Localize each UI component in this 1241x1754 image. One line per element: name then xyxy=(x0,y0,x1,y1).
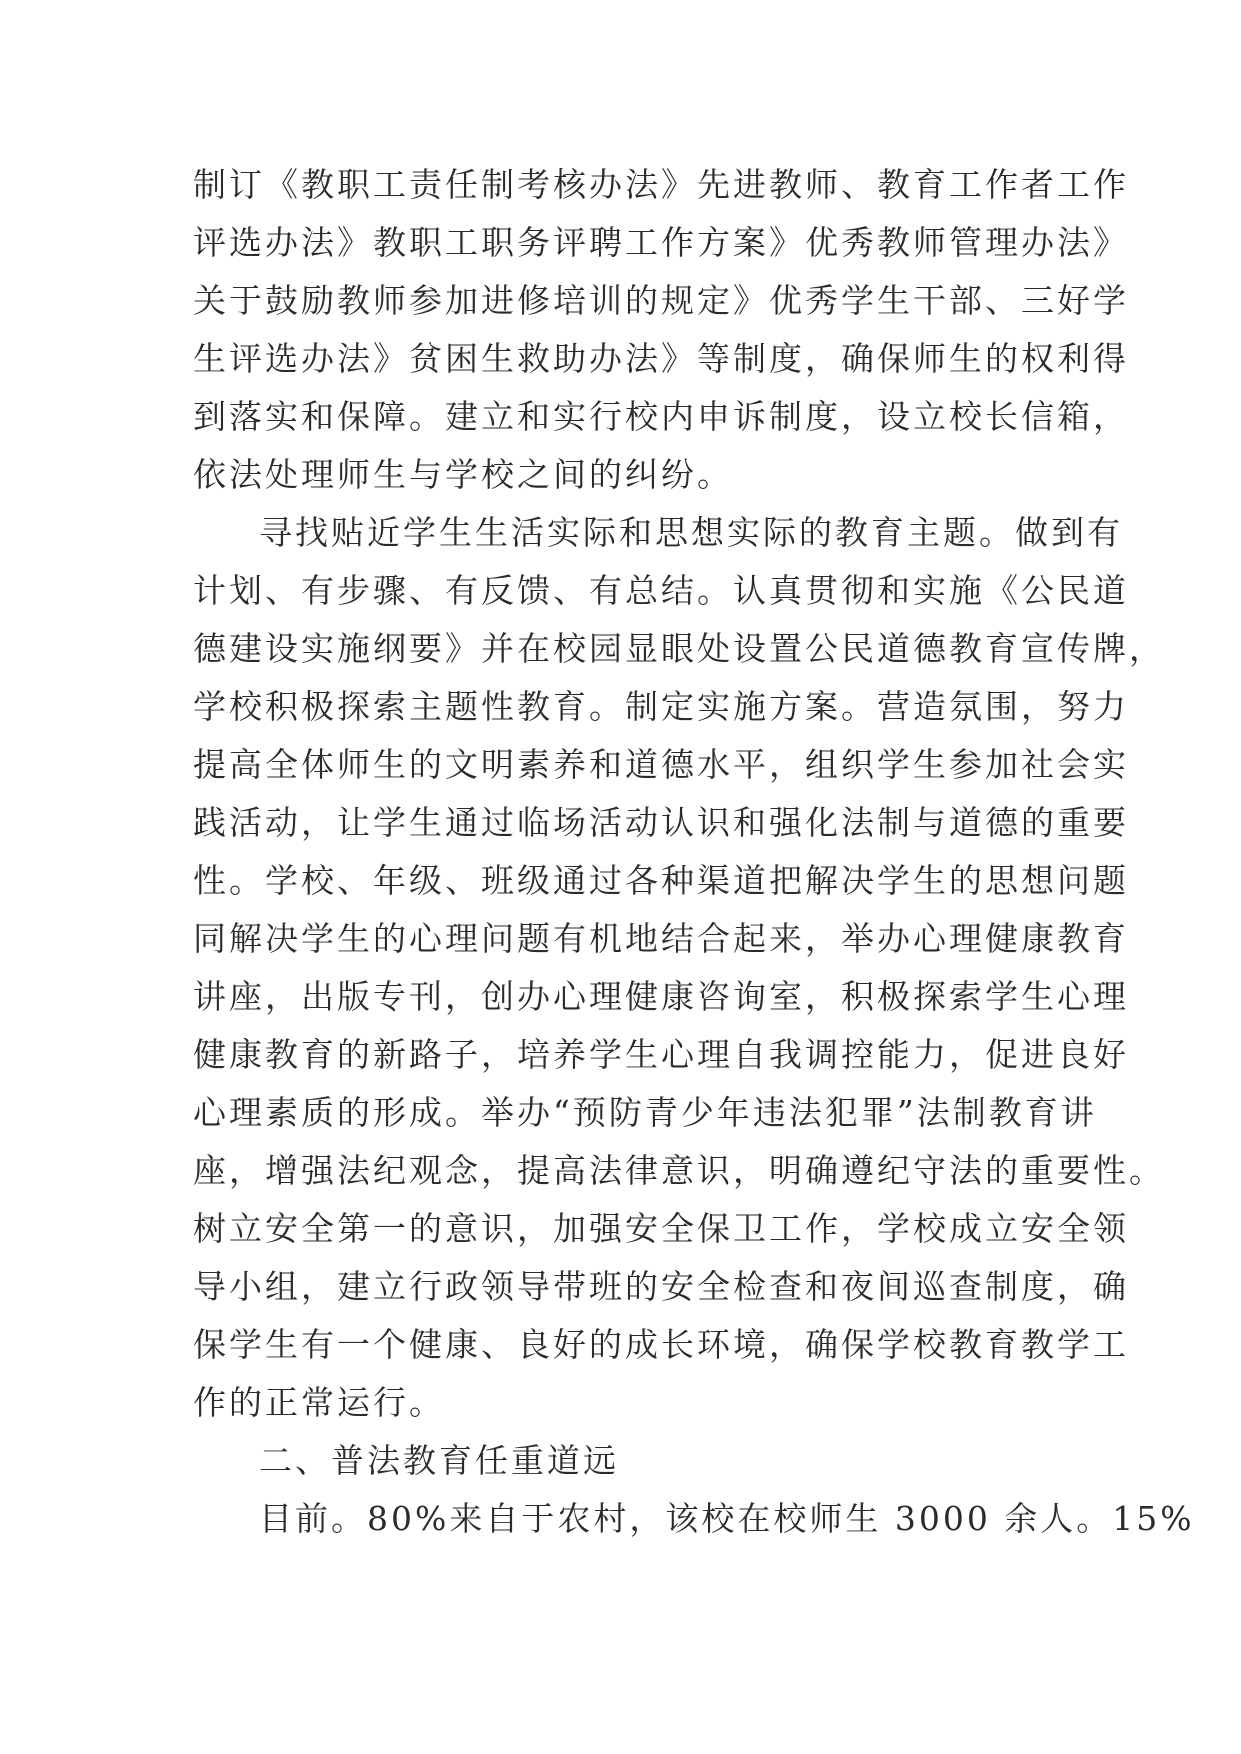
text-line: 寻找贴近学生生活实际和思想实际的教育主题。做到有 xyxy=(259,513,1123,552)
text-line: 目前。80%来自于农村，该校在校师生 3000 余人。15% xyxy=(259,1499,1195,1538)
text-line: 制订《教职工责任制考核办法》先进教师、教育工作者工作 xyxy=(193,165,1129,204)
text-line: 到落实和保障。建立和实行校内申诉制度，设立校长信箱， xyxy=(193,397,1129,436)
text-line: 德建设实施纲要》并在校园显眼处设置公民道德教育宣传牌， xyxy=(193,629,1165,668)
text-line: 作的正常运行。 xyxy=(193,1383,445,1422)
text-line: 评选办法》教职工职务评聘工作方案》优秀教师管理办法》 xyxy=(193,223,1129,262)
text-line: 同解决学生的心理问题有机地结合起来，举办心理健康教育 xyxy=(193,919,1129,958)
section-heading-text: 二、普法教育任重道远 xyxy=(259,1441,619,1480)
section-heading xyxy=(193,1432,1093,1490)
text-line: 性。学校、年级、班级通过各种渠道把解决学生的思想问题 xyxy=(193,861,1129,900)
text-line: 学校积极探索主题性教育。制定实施方案。营造氛围，努力 xyxy=(193,687,1129,726)
text-line: 导小组，建立行政领导带班的安全检查和夜间巡查制度，确 xyxy=(193,1267,1129,1306)
paragraph-2 xyxy=(193,504,1165,1432)
text-line: 树立安全第一的意识，加强安全保卫工作，学校成立安全领 xyxy=(193,1209,1129,1248)
text-line: 依法处理师生与学校之间的纠纷。 xyxy=(193,455,733,494)
text-line: 践活动，让学生通过临场活动认识和强化法制与道德的重要 xyxy=(193,803,1129,842)
document-body xyxy=(193,156,1195,1548)
text-line: 生评选办法》贫困生救助办法》等制度，确保师生的权利得 xyxy=(193,339,1129,378)
text-line: 保学生有一个健康、良好的成长环境，确保学校教育教学工 xyxy=(193,1325,1129,1364)
text-line: 关于鼓励教师参加进修培训的规定》优秀学生干部、三好学 xyxy=(193,281,1129,320)
paragraph-4 xyxy=(193,1490,1195,1548)
text-line: 计划、有步骤、有反馈、有总结。认真贯彻和实施《公民道 xyxy=(193,571,1129,610)
text-line: 健康教育的新路子，培养学生心理自我调控能力，促进良好 xyxy=(193,1035,1129,1074)
text-line: 讲座，出版专刊，创办心理健康咨询室，积极探索学生心理 xyxy=(193,977,1129,1016)
paragraph-1 xyxy=(193,156,1129,504)
text-line: 座，增强法纪观念，提高法律意识，明确遵纪守法的重要性。 xyxy=(193,1151,1165,1190)
text-line: 提高全体师生的文明素养和道德水平，组织学生参加社会实 xyxy=(193,745,1129,784)
text-line: 心理素质的形成。举办“预防青少年违法犯罪”法制教育讲 xyxy=(193,1093,1097,1132)
